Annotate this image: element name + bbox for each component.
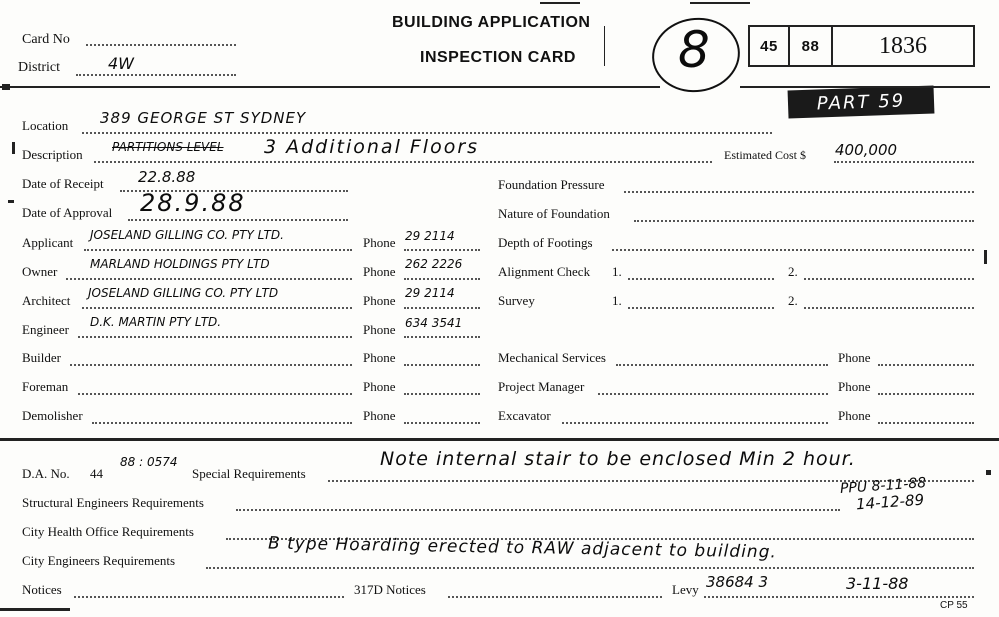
builder-phone-line xyxy=(404,364,480,366)
district-value: 4W xyxy=(108,54,134,73)
da-prefix: 44 xyxy=(90,466,103,481)
project-manager-line xyxy=(598,393,828,395)
engineer-value: D.K. MARTIN PTY LTD. xyxy=(90,315,222,329)
city-engineers-value: B type Hoarding erected to RAW adjacent to building. xyxy=(267,533,778,563)
part-stamp: PART 59 xyxy=(788,85,935,118)
applicant-phone-label: Phone xyxy=(363,235,396,250)
excavator-line xyxy=(562,422,828,424)
foreman-phone-line xyxy=(404,393,480,395)
foreman-phone-label: Phone xyxy=(363,379,396,394)
owner-value: MARLAND HOLDINGS PTY LTD xyxy=(90,257,270,271)
date-of-approval-line xyxy=(128,219,348,221)
form-code: CP 55 xyxy=(940,600,968,611)
mechanical-services-label: Mechanical Services xyxy=(498,350,606,365)
survey-label: Survey xyxy=(498,293,535,308)
engineer-phone-label: Phone xyxy=(363,322,396,337)
architect-line xyxy=(82,307,352,309)
architect-phone-line xyxy=(404,307,480,309)
builder-phone-label: Phone xyxy=(363,350,396,365)
da-no-label: D.A. No. xyxy=(22,466,70,481)
scan-speck xyxy=(604,26,605,66)
description-value: 3 Additional Floors xyxy=(264,136,480,158)
applicant-phone-line xyxy=(404,249,480,251)
nature-of-foundation-line xyxy=(634,220,974,222)
number-box-1: 45 xyxy=(748,25,790,67)
excavator-phone-label: Phone xyxy=(838,408,871,423)
alignment-check-2-line xyxy=(804,278,974,280)
levy-date: 3-11-88 xyxy=(846,574,909,593)
card-no-line xyxy=(86,44,236,46)
applicant-phone-value: 29 2114 xyxy=(405,229,455,243)
engineer-phone-line xyxy=(404,336,480,338)
builder-line xyxy=(70,364,352,366)
nature-of-foundation-label: Nature of Foundation xyxy=(498,206,610,221)
mechanical-phone-line xyxy=(878,364,974,366)
structural-engineers-label: Structural Engineers Requirements xyxy=(22,495,204,510)
engineer-label: Engineer xyxy=(22,322,69,337)
owner-phone-line xyxy=(404,278,480,280)
project-manager-label: Project Manager xyxy=(498,379,585,394)
scan-speck xyxy=(2,84,10,90)
notices-line xyxy=(74,596,344,598)
survey-2-line xyxy=(804,307,974,309)
demolisher-phone-line xyxy=(404,422,480,424)
estimated-cost-value: 400,000 xyxy=(835,141,898,159)
scan-speck xyxy=(986,470,991,475)
scan-speck xyxy=(690,2,750,4)
district-line xyxy=(76,74,236,76)
structural-engineers-line xyxy=(236,509,840,511)
depth-of-footings-label: Depth of Footings xyxy=(498,235,593,250)
scan-speck xyxy=(540,2,580,4)
card-no-label: Card No xyxy=(22,32,70,47)
project-manager-phone-line xyxy=(878,393,974,395)
da-value: 88 : 0574 xyxy=(120,455,178,469)
owner-phone-value: 262 2226 xyxy=(405,257,463,271)
section-divider xyxy=(0,438,999,441)
foundation-pressure-label: Foundation Pressure xyxy=(498,177,605,192)
excavator-label: Excavator xyxy=(498,408,551,423)
date-of-receipt-value: 22.8.88 xyxy=(138,168,196,186)
city-health-label: City Health Office Requirements xyxy=(22,524,194,539)
special-requirements-value: Note internal stair to be enclosed Min 2 hour. xyxy=(380,448,856,470)
description-struck: PARTITIONS LEVEL xyxy=(112,140,224,154)
mechanical-services-line xyxy=(616,364,828,366)
scan-speck xyxy=(12,142,15,154)
scan-speck xyxy=(984,250,987,264)
owner-phone-label: Phone xyxy=(363,264,396,279)
engineer-line xyxy=(78,336,352,338)
notices-label: Notices xyxy=(22,582,62,597)
estimated-cost-label: Estimated Cost $ xyxy=(724,148,806,162)
owner-line xyxy=(66,278,352,280)
applicant-label: Applicant xyxy=(22,235,74,250)
foreman-line xyxy=(78,393,352,395)
builder-label: Builder xyxy=(22,350,61,365)
location-line xyxy=(82,132,772,134)
special-requirements-label: Special Requirements xyxy=(192,466,306,481)
alignment-check-1-label: 1. xyxy=(612,264,622,279)
alignment-check-1-line xyxy=(628,278,774,280)
excavator-phone-line xyxy=(878,422,974,424)
architect-label: Architect xyxy=(22,293,71,308)
district-label: District xyxy=(18,60,60,75)
date-of-receipt-label: Date of Receipt xyxy=(22,176,104,191)
header-rule-right xyxy=(740,86,990,88)
location-label: Location xyxy=(22,118,69,133)
card-title-line2: INSPECTION CARD xyxy=(420,49,576,66)
alignment-check-2-label: 2. xyxy=(788,264,798,279)
depth-of-footings-line xyxy=(612,249,974,251)
foundation-pressure-line xyxy=(624,191,974,193)
engineer-phone-value: 634 3541 xyxy=(405,316,463,330)
estimated-cost-line xyxy=(834,161,974,163)
levy-line xyxy=(704,596,974,598)
alignment-check-label: Alignment Check xyxy=(498,264,591,279)
project-manager-phone-label: Phone xyxy=(838,379,871,394)
date-of-approval-value: 28.9.88 xyxy=(140,189,246,217)
description-line xyxy=(94,161,712,163)
foreman-label: Foreman xyxy=(22,379,69,394)
applicant-value: JOSELAND GILLING CO. PTY LTD. xyxy=(90,228,284,242)
city-engineers-line xyxy=(206,567,974,569)
date-of-approval-label: Date of Approval xyxy=(22,205,113,220)
number-box-3: 1836 xyxy=(831,25,975,67)
number-box-2: 88 xyxy=(788,25,833,67)
architect-phone-value: 29 2114 xyxy=(405,286,455,300)
scan-speck xyxy=(8,200,14,203)
notices-317d-line xyxy=(448,596,662,598)
location-value: 389 GEORGE ST SYDNEY xyxy=(100,109,307,127)
demolisher-line xyxy=(92,422,352,424)
notices-317d-label: 317D Notices xyxy=(354,582,426,597)
header-rule-left xyxy=(0,86,660,88)
levy-label: Levy xyxy=(672,582,699,597)
demolisher-label: Demolisher xyxy=(22,408,83,423)
architect-phone-label: Phone xyxy=(363,293,396,308)
structural-note-1: PPU 8-11-88 xyxy=(839,475,927,497)
circled-number: 8 xyxy=(678,21,710,79)
structural-note-2: 14-12-89 xyxy=(855,490,925,514)
scan-speck xyxy=(0,608,70,611)
demolisher-phone-label: Phone xyxy=(363,408,396,423)
card-title-line1: BUILDING APPLICATION xyxy=(392,14,591,31)
description-label: Description xyxy=(22,147,83,162)
survey-1-line xyxy=(628,307,774,309)
survey-1-label: 1. xyxy=(612,293,622,308)
city-engineers-label: City Engineers Requirements xyxy=(22,553,176,568)
levy-value: 38684 3 xyxy=(706,573,769,591)
owner-label: Owner xyxy=(22,264,58,279)
survey-2-label: 2. xyxy=(788,293,798,308)
architect-value: JOSELAND GILLING CO. PTY LTD xyxy=(88,286,279,300)
applicant-line xyxy=(84,249,352,251)
mechanical-phone-label: Phone xyxy=(838,350,871,365)
